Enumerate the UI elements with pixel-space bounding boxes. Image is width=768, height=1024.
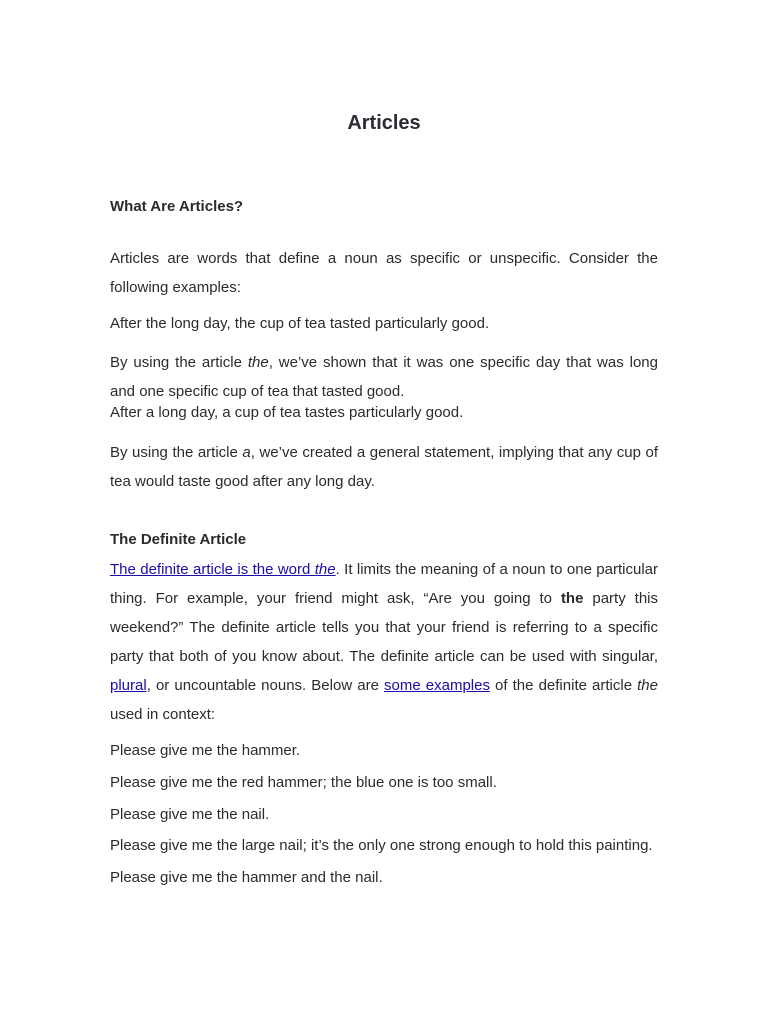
explanation-paragraph-2 [110,438,658,496]
definite-article-link-em: the [314,561,336,578]
explanation-1-post: , we’ve shown that it was one specific day that was long and one specific cup of tea that tasted good. [110,354,658,400]
definite-text-c: , or uncountable nouns. Below are [146,677,384,694]
explanation-1-pre: By using the article [110,354,248,371]
definite-text-b: party this weekend?” The definite article tells you that your friend is referring to a specific party that both of you know about. The definite article can be used with singular, [110,590,658,665]
context-example-3: Please give me the nail. [110,806,270,823]
context-example-1: Please give me the hammer. [110,742,301,759]
explanation-1-article: the [247,354,269,371]
definite-article-link[interactable] [110,561,336,578]
intro-paragraph: Articles are words that define a noun as specific or unspecific. Consider the following examples: [110,250,658,296]
some-examples-link[interactable]: some examples [384,677,490,694]
definite-article-link-text: The definite article is the word [110,561,315,578]
definite-text-a: . It limits the meaning of a noun to one particular thing. For example, your friend might ask, “Are you going to [110,561,658,607]
section-heading-what-are-articles: What Are Articles? [110,198,244,215]
plural-link[interactable]: plural [110,677,147,694]
context-example-2: Please give me the red hammer; the blue one is too small. [110,774,497,791]
definite-em-the: the [637,677,658,694]
context-example-5: Please give me the hammer and the nail. [110,869,383,886]
definite-article-paragraph [110,555,658,729]
explanation-paragraph-1 [110,348,658,406]
definite-text-d: of the definite article [489,677,638,694]
definite-bold-the: the [560,590,584,607]
example-sentence-1: After the long day, the cup of tea tasted particularly good. [110,315,490,332]
explanation-2-article: a [242,444,251,461]
definite-text-e: used in context: [110,706,216,723]
explanation-2-pre: By using the article [110,444,243,461]
context-example-4: Please give me the large nail; it’s the only one strong enough to hold this painting. [110,837,653,854]
explanation-2-post: , we’ve created a general statement, implying that any cup of tea would taste good after any long day. [110,444,658,490]
section-heading-definite-article: The Definite Article [110,531,247,548]
example-sentence-2: After a long day, a cup of tea tastes particularly good. [110,404,464,421]
page-title: Articles [347,112,421,134]
